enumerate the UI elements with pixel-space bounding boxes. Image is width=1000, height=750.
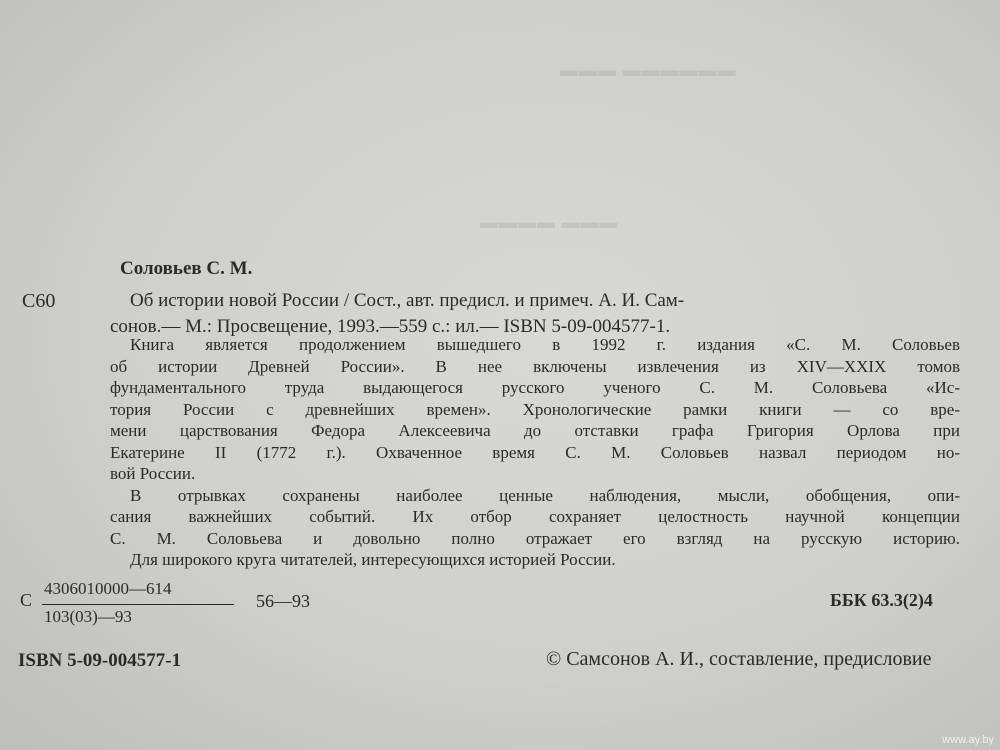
author-heading: Соловьев С. М. bbox=[120, 258, 253, 279]
fraction-bar bbox=[42, 604, 234, 605]
annotation-line: вой России. bbox=[110, 464, 196, 483]
annotation-line: тория России с древнейших времен». Хронологические рамки книги — со вре- bbox=[110, 399, 960, 419]
annotation-line: сания важнейших событий. Их отбор сохраняет целостность научной концепции bbox=[110, 507, 960, 526]
annotation-line: Екатерине II (1772 г.). Охваченное время С. М. Соловьев назвал периодом но- bbox=[110, 442, 960, 462]
bibliographic-description bbox=[110, 288, 950, 340]
classification-numerator: 4306010000—614 bbox=[44, 579, 172, 598]
classification-code: С60 bbox=[22, 290, 56, 312]
show-through-text: ▬▬▬ ▬▬▬▬▬▬ bbox=[560, 60, 737, 80]
annotation-line: Для широкого круга читателей, интересующихся историей России. bbox=[130, 550, 616, 569]
classification-denominator: 103(03)—93 bbox=[44, 607, 132, 626]
order-code: 56—93 bbox=[256, 591, 310, 611]
watermark: www.ay.by bbox=[942, 734, 994, 746]
annotation-line: мени царствования Федора Алексеевича до отставки графа Григория Орлова при bbox=[110, 421, 960, 440]
annotation-line: Книга является продолжением вышедшего в 1992 г. издания «С. М. Соловьев bbox=[130, 335, 960, 354]
annotation-line: С. М. Соловьева и довольно полно отражает его взгляд на русскую историю. bbox=[110, 528, 960, 548]
show-through-text: ▬▬▬▬ ▬▬▬ bbox=[480, 212, 619, 232]
annotation bbox=[110, 334, 960, 571]
biblio-line: сонов.— М.: Просвещение, 1993.—559 с.: ил.— ISBN 5-09-004577-1. bbox=[110, 316, 671, 337]
annotation-line: об истории Древней России». В нее включены извлечения из XIV—XXIX томов bbox=[110, 356, 960, 376]
isbn: ISBN 5-09-004577-1 bbox=[18, 650, 182, 671]
copyright-notice: © Самсонов А. И., составление, предисловие bbox=[546, 648, 932, 670]
bbk-code: ББК 63.3(2)4 bbox=[830, 590, 933, 610]
biblio-line: Об истории новой России / Сост., авт. предисл. и примеч. А. И. Сам- bbox=[130, 290, 685, 311]
annotation-line: фундаментального труда выдающегося русского ученого С. М. Соловьева «Ис- bbox=[110, 378, 960, 397]
annotation-line: В отрывках сохранены наиболее ценные наблюдения, мысли, обобщения, опи- bbox=[130, 485, 960, 505]
classification-prefix: С bbox=[20, 590, 33, 610]
